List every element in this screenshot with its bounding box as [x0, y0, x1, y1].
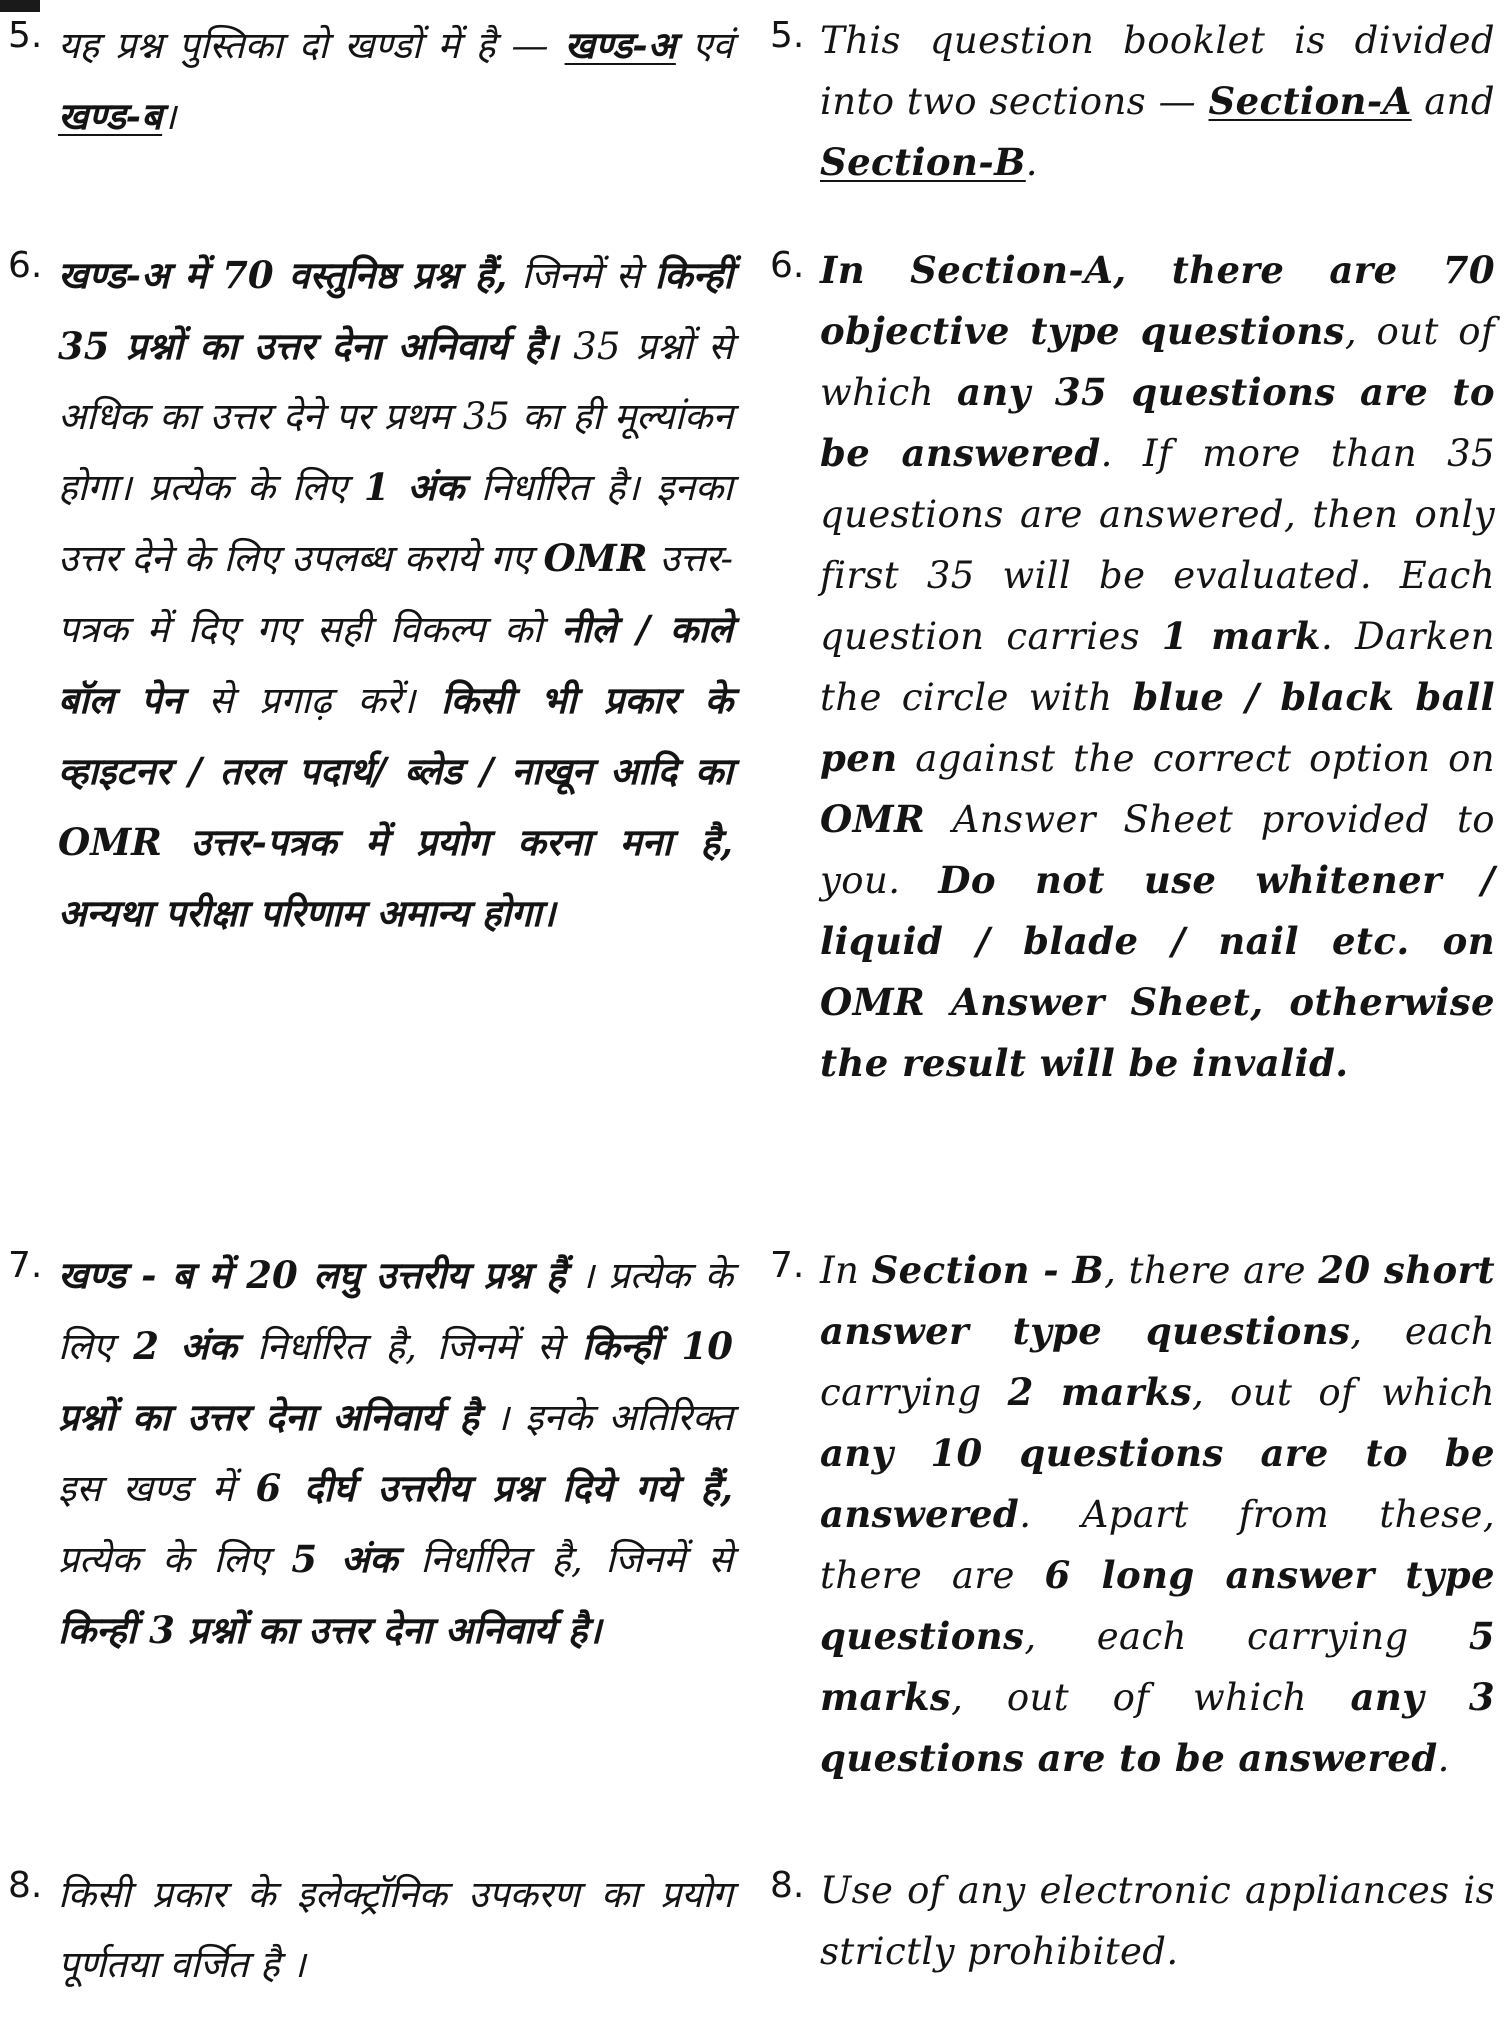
instruction-7-hindi [8, 1240, 733, 1666]
text-run: प्रत्येक के लिए [58, 1538, 292, 1581]
instruction-7-english [770, 1240, 1495, 1789]
instruction-text [820, 1860, 1495, 1982]
text-run: and [1411, 80, 1495, 123]
text-run: , each carrying [1024, 1615, 1469, 1658]
instruction-6-hindi [8, 240, 733, 949]
instruction-5-hindi [8, 10, 733, 152]
text-run: . Darken the circle with [820, 615, 1496, 719]
emphasized-text: 5 marks [820, 1614, 1495, 1719]
emphasized-text: Do not use whitener / liquid / blade / nail etc. on OMR Answer Sheet, otherwise the result will be invalid. [820, 858, 1495, 1085]
text-run: एवं [675, 24, 733, 67]
text-run: against the correct option on [897, 737, 1495, 780]
text-run: , out of which [820, 310, 1495, 414]
text-run: निर्धारित है। इनका उत्तर देने के लिए उपलब्ध कराये गए [58, 466, 733, 580]
item-number: 8. [8, 1865, 43, 1906]
text-run: Answer Sheet provided to you. [820, 798, 1495, 902]
emphasized-text: 1 mark [1161, 614, 1321, 658]
emphasized-text: 1 अंक [363, 465, 465, 509]
text-run: . [1437, 1737, 1450, 1780]
text-run: उत्तर-पत्रक में दिए गए सही विकल्प को [58, 537, 733, 651]
text-run: से प्रगाढ़ करें। [182, 679, 442, 722]
emphasized-text: किन्हीं 35 प्रश्नों का उत्तर देना अनिवार्य है। [58, 253, 733, 368]
emphasized-text: OMR [543, 536, 648, 580]
emphasized-text: blue / black ball pen [820, 675, 1495, 780]
text-run: , each carrying [820, 1310, 1495, 1414]
emphasized-text: Section-B [820, 140, 1026, 184]
emphasized-text: किसी भी प्रकार के व्हाइटनर / तरल पदार्थ/ ब्लेड / नाखून आदि का OMR उत्तर-पत्रक में प्रयोग करना मना है, अन्यथा परीक्षा परिणाम अमान्य होगा। [58, 678, 733, 935]
text-run: Use of any electronic appliances is strictly prohibited. [820, 1869, 1495, 1973]
instruction-text [58, 1240, 733, 1666]
emphasized-text: 2 अंक [133, 1324, 237, 1368]
emphasized-text: 20 short answer type questions [820, 1248, 1495, 1353]
text-run: , there are [1104, 1249, 1319, 1292]
emphasized-text: Section - B [871, 1248, 1105, 1292]
emphasized-text: OMR [820, 797, 926, 841]
emphasized-text: any 10 questions are to be answered [820, 1431, 1495, 1536]
emphasized-text: 2 marks [1007, 1370, 1192, 1414]
emphasized-text: नीले / काले बॉल पेन [58, 607, 733, 722]
emphasized-text: 5 अंक [291, 1537, 398, 1581]
item-number: 5. [770, 15, 805, 56]
emphasized-text: In Section-A, there are 70 objective type questions [820, 248, 1495, 353]
emphasized-text: Section-A [1208, 79, 1412, 123]
instruction-text [820, 240, 1495, 1094]
item-number: 6. [770, 245, 805, 286]
item-number: 8. [770, 1865, 805, 1906]
text-run: . If more than 35 questions are answered, then only first 35 will be evaluated. Each question carries [820, 432, 1495, 658]
emphasized-text: 6 long answer type questions [820, 1553, 1495, 1658]
emphasized-text: खण्ड-अ [564, 23, 676, 67]
emphasized-text: खण्ड - ब में 20 लघु उत्तरीय प्रश्न हैं [58, 1253, 566, 1297]
text-run: यह प्रश्न पुस्तिका दो खण्डों में है — [58, 24, 565, 67]
text-run: . [1025, 141, 1038, 184]
instruction-text [820, 10, 1495, 193]
emphasized-text: खण्ड-ब [58, 94, 163, 138]
text-run: निर्धारित है, जिनमें से [236, 1325, 582, 1368]
instruction-text [58, 10, 733, 152]
emphasized-text: खण्ड-अ में 70 वस्तुनिष्ठ प्रश्न हैं, [58, 253, 508, 297]
item-number: 7. [770, 1245, 805, 1286]
instruction-text [820, 1240, 1495, 1789]
text-run: 35 प्रश्नों से अधिक का उत्तर देने पर प्रथम 35 का ही मूल्यांकन होगा। प्रत्येक के लिए [58, 325, 734, 509]
instruction-8-hindi [8, 1860, 733, 2000]
item-number: 5. [8, 15, 43, 56]
text-run: । [162, 95, 177, 138]
item-number: 7. [8, 1245, 43, 1286]
instruction-6-english [770, 240, 1495, 1094]
instruction-text [58, 1860, 733, 2000]
emphasized-text: किन्हीं 3 प्रश्नों का उत्तर देना अनिवार्य है। [58, 1608, 602, 1652]
instruction-text [58, 240, 733, 949]
text-run: निर्धारित है, जिनमें से [397, 1538, 733, 1581]
text-run: This question booklet is divided into two sections — [820, 19, 1495, 123]
instruction-8-english [770, 1860, 1495, 1982]
text-run: , out of which [1191, 1371, 1495, 1414]
emphasized-text: किन्हीं 10 प्रश्नों का उत्तर देना अनिवार्य है [58, 1324, 733, 1439]
text-run: In [820, 1249, 872, 1292]
text-run: । प्रत्येक के लिए [58, 1254, 733, 1368]
text-run: । इनके अतिरिक्त इस खण्ड में [58, 1396, 733, 1510]
item-number: 6. [8, 245, 43, 286]
text-run: , out of which [951, 1676, 1351, 1719]
emphasized-text: any 3 questions are to be answered [820, 1675, 1495, 1780]
instruction-5-english [770, 10, 1495, 193]
emphasized-text: 6 दीर्घ उत्तरीय प्रश्न दिये गये हैं, [255, 1466, 733, 1510]
emphasized-text: any 35 questions are to be answered [820, 370, 1495, 475]
text-run: जिनमें से [507, 254, 655, 297]
text-run: . Apart from these, there are [820, 1493, 1495, 1597]
text-run: किसी प्रकार के इलेक्ट्रॉनिक उपकरण का प्रयोग पूर्णतया वर्जित है । [58, 1873, 733, 1986]
